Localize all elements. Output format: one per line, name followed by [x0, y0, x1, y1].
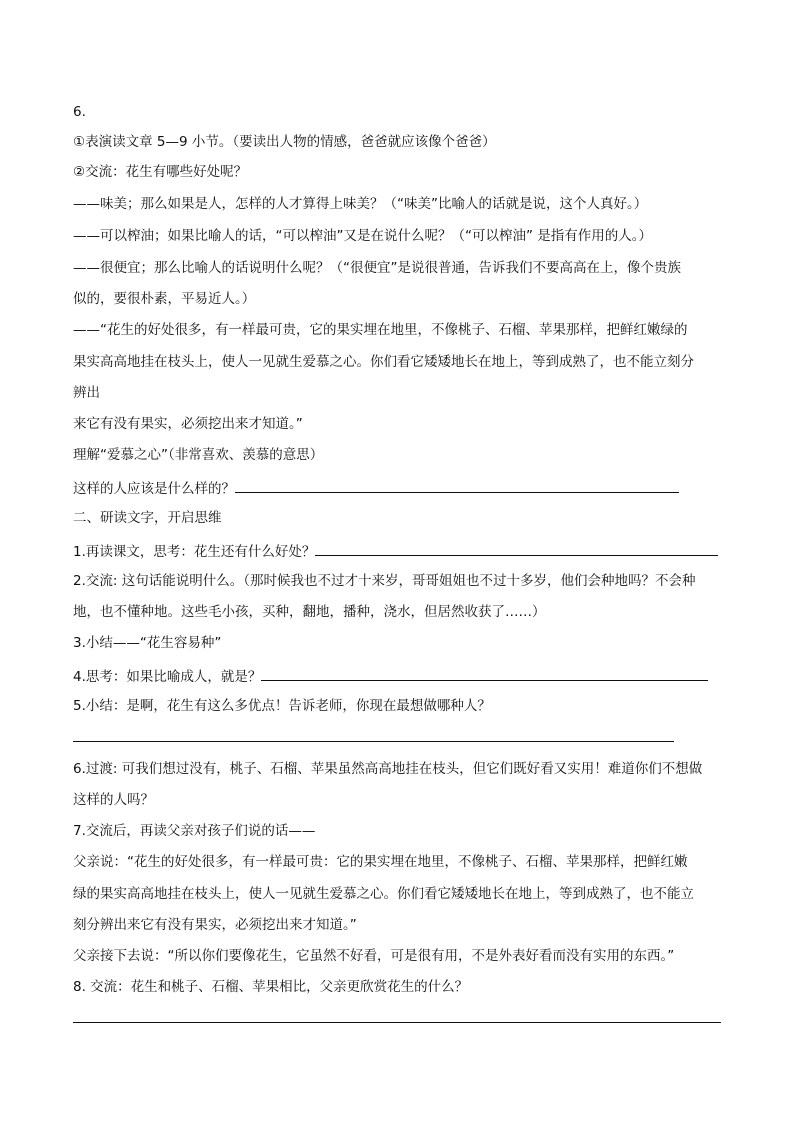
question-text: 这样的人应该是什么样的？ — [73, 481, 235, 497]
text-line: 绿的果实高高地挂在枝头上，使人一见就生爱慕之心。你们看它矮矮地长在地上，等到成熟了，也不能立 — [73, 886, 694, 902]
text-line: 7.交流后，再读父亲对孩子们说的话—— — [73, 823, 316, 839]
text-line: 这样的人吗？ — [73, 792, 154, 808]
text-line: 3.小结——“花生容易种” — [73, 635, 222, 651]
text-line: ——味美；那么如果是人，怎样的人才算得上味美？（“味美”比喻人的话就是说，这个人真好。） — [73, 196, 648, 212]
answer-blank[interactable] — [315, 541, 718, 556]
answer-line — [73, 541, 718, 561]
answer-blank[interactable] — [261, 666, 708, 681]
text-line: ①表演读文章 5—9 小节。（要读出人物的情感，爸爸就应该像个爸爸） — [73, 134, 496, 150]
text-line: ②交流：花生有哪些好处呢？ — [73, 164, 248, 180]
text-line: 理解“爱慕之心”（非常喜欢、羡慕的意思） — [73, 447, 324, 463]
text-line: ——很便宜；那么比喻人的话说明什么呢？（“很便宜”是说很普通，告诉我们不要高高在上，像个贵族 — [73, 260, 681, 276]
text-line: 似的，要很朴素，平易近人。） — [73, 291, 256, 307]
answer-rule[interactable] — [73, 741, 674, 742]
text-line: 地，也不懂种地。这些毛小孩，买种，翻地，播种，浇水，但居然收获了……） — [73, 604, 546, 620]
section-heading: 二、研读文字，开启思维 — [73, 510, 222, 526]
answer-line — [73, 478, 679, 498]
text-line: 刻分辨出来它有没有果实，必须挖出来才知道。” — [73, 917, 357, 933]
text-line: 2.交流: 这句话能说明什么。（那时候我也不过才十来岁，哥哥姐姐也不过十多岁，他们会种地吗？不会种 — [73, 573, 696, 589]
text-line: 5.小结：是啊，花生有这么多优点！告诉老师，你现在最想做哪种人？ — [73, 698, 491, 714]
answer-blank[interactable] — [235, 478, 679, 493]
text-line: ——“花生的好处很多，有一样最可贵，它的果实埋在地里，不像桃子、石榴、苹果那样，把鲜红嫩绿的 — [73, 322, 688, 338]
text-line: 果实高高地挂在枝头上，使人一见就生爱慕之心。你们看它矮矮地长在地上，等到成熟了，也不能立刻分 — [73, 354, 694, 370]
answer-line — [73, 666, 708, 686]
text-line: 8. 交流：花生和桃子、石榴、苹果相比，父亲更欣赏花生的什么？ — [73, 979, 469, 995]
answer-rule[interactable] — [73, 1022, 721, 1023]
question-number: 6. — [73, 104, 86, 120]
text-line: 辨出 — [73, 385, 100, 401]
text-line: 父亲接下去说：“所以你们要像花生，它虽然不好看，可是很有用，不是外表好看而没有实用的东西。” — [73, 948, 675, 964]
question-text: 1.再读课文，思考：花生还有什么好处？ — [73, 544, 316, 560]
text-line: 父亲说：“花生的好处很多，有一样最可贵：它的果实埋在地里，不像桃子、石榴、苹果那样，把鲜红嫩 — [73, 854, 688, 870]
text-line: ——可以榨油；如果比喻人的话，“可以榨油”又是在说什么呢？（“可以榨油” 是指有作用的人。） — [73, 228, 653, 244]
text-line: 来它有没有果实，必须挖出来才知道。” — [73, 416, 303, 432]
question-text: 4.思考：如果比喻成人，就是？ — [73, 669, 262, 685]
text-line: 6.过渡: 可我们想过没有，桃子、石榴、苹果虽然高高地挂在枝头，但它们既好看又实用！难道你们不想做 — [73, 761, 703, 777]
